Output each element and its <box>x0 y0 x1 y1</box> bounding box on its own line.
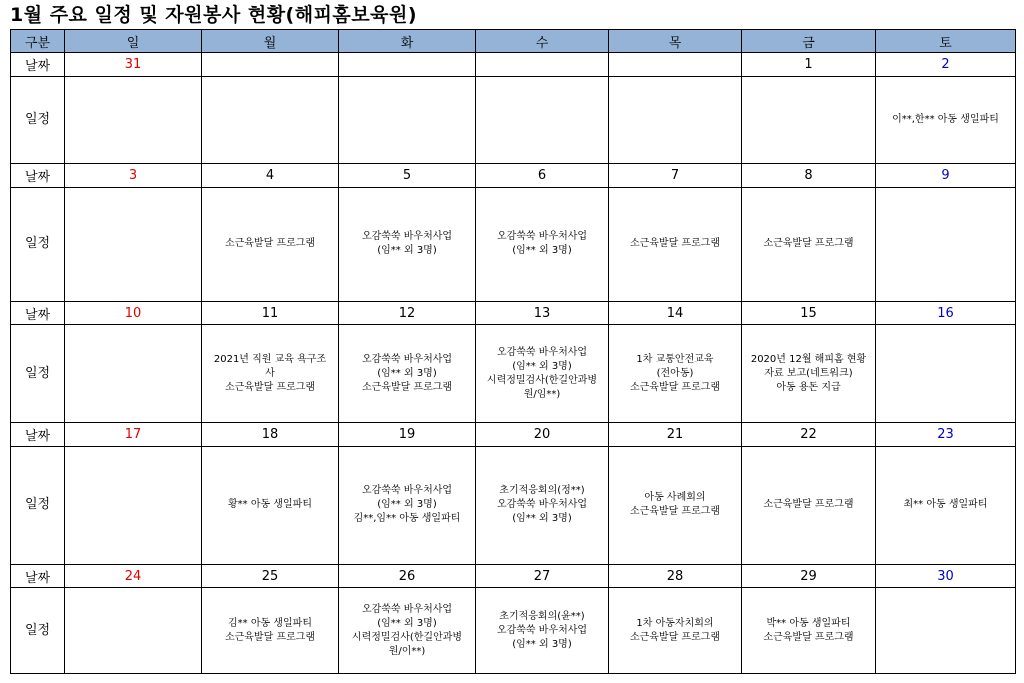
date-cell-fri: 29 <box>742 564 876 587</box>
date-cell-sat: 9 <box>876 164 1016 187</box>
schedule-cell-mon: 소근육발달 프로그램 <box>202 187 339 301</box>
date-cell-thu: 7 <box>609 164 742 187</box>
date-row-label: 날짜 <box>11 302 65 325</box>
schedule-row-label: 일정 <box>11 187 65 301</box>
schedule-row <box>11 588 1016 674</box>
schedule-cell-tue: 오감쑥쑥 바우처사업 (임** 외 3명) 소근육발달 프로그램 <box>339 325 476 423</box>
page-title: 1월 주요 일정 및 자원봉사 현황(해피홈보육원) <box>10 4 418 26</box>
date-row <box>11 564 1016 587</box>
date-cell-sun: 17 <box>65 423 202 446</box>
date-cell-tue: 19 <box>339 423 476 446</box>
schedule-row-label: 일정 <box>11 446 65 564</box>
date-cell-sat: 2 <box>876 53 1016 76</box>
date-cell-thu: 14 <box>609 302 742 325</box>
schedule-cell-fri: 2020년 12월 해피홈 현황 자료 보고(네트워크) 아동 용돈 지급 <box>742 325 876 423</box>
header-day-sun: 일 <box>65 30 202 53</box>
schedule-cell-wed: 오감쑥쑥 바우처사업 (임** 외 3명) <box>476 187 609 301</box>
date-cell-thu: 28 <box>609 564 742 587</box>
schedule-cell-sun <box>65 187 202 301</box>
date-cell-sun: 3 <box>65 164 202 187</box>
date-cell-fri: 22 <box>742 423 876 446</box>
date-row-label: 날짜 <box>11 53 65 76</box>
date-row <box>11 423 1016 446</box>
schedule-cell-fri: 소근육발달 프로그램 <box>742 446 876 564</box>
date-cell-sun: 24 <box>65 564 202 587</box>
date-cell-thu <box>609 53 742 76</box>
date-row-label: 날짜 <box>11 164 65 187</box>
date-cell-fri: 8 <box>742 164 876 187</box>
schedule-cell-sat <box>876 187 1016 301</box>
header-category: 구분 <box>11 30 65 53</box>
schedule-cell-fri <box>742 76 876 164</box>
schedule-cell-mon: 2021년 직원 교육 욕구조 사 소근육발달 프로그램 <box>202 325 339 423</box>
date-cell-fri: 1 <box>742 53 876 76</box>
schedule-cell-tue <box>339 76 476 164</box>
date-cell-mon: 18 <box>202 423 339 446</box>
date-row <box>11 164 1016 187</box>
schedule-row-label: 일정 <box>11 325 65 423</box>
schedule-cell-wed: 초기적응회의(정**) 오감쑥쑥 바우처사업 (임** 외 3명) <box>476 446 609 564</box>
date-cell-mon: 25 <box>202 564 339 587</box>
date-cell-tue: 5 <box>339 164 476 187</box>
schedule-cell-sun <box>65 325 202 423</box>
date-cell-wed: 20 <box>476 423 609 446</box>
schedule-cell-sun <box>65 588 202 674</box>
date-row <box>11 302 1016 325</box>
schedule-row <box>11 76 1016 164</box>
schedule-cell-thu: 소근육발달 프로그램 <box>609 187 742 301</box>
header-day-mon: 월 <box>202 30 339 53</box>
schedule-cell-thu: 1차 아동자치회의 소근육발달 프로그램 <box>609 588 742 674</box>
date-cell-wed <box>476 53 609 76</box>
header-day-sat: 토 <box>876 30 1016 53</box>
header-day-tue: 화 <box>339 30 476 53</box>
date-cell-tue <box>339 53 476 76</box>
date-cell-fri: 15 <box>742 302 876 325</box>
schedule-row <box>11 187 1016 301</box>
schedule-cell-fri: 박** 아동 생일파티 소근육발달 프로그램 <box>742 588 876 674</box>
date-cell-tue: 12 <box>339 302 476 325</box>
schedule-cell-fri: 소근육발달 프로그램 <box>742 187 876 301</box>
schedule-cell-tue: 오감쑥쑥 바우처사업 (임** 외 3명) 시력정밀검사(한길안과병 원/이**) <box>339 588 476 674</box>
schedule-row-label: 일정 <box>11 588 65 674</box>
schedule-cell-thu: 아동 사례회의 소근육발달 프로그램 <box>609 446 742 564</box>
date-row-label: 날짜 <box>11 423 65 446</box>
schedule-row <box>11 325 1016 423</box>
schedule-row <box>11 446 1016 564</box>
schedule-cell-thu: 1차 교통안전교육 (전아동) 소근육발달 프로그램 <box>609 325 742 423</box>
date-cell-sun: 10 <box>65 302 202 325</box>
date-cell-sun: 31 <box>65 53 202 76</box>
schedule-cell-thu <box>609 76 742 164</box>
schedule-cell-sat <box>876 325 1016 423</box>
schedule-row-label: 일정 <box>11 76 65 164</box>
schedule-cell-sun <box>65 76 202 164</box>
date-row-label: 날짜 <box>11 564 65 587</box>
calendar-table <box>10 29 1016 674</box>
header-day-thu: 목 <box>609 30 742 53</box>
schedule-cell-wed <box>476 76 609 164</box>
schedule-cell-mon <box>202 76 339 164</box>
schedule-cell-tue: 오감쑥쑥 바우처사업 (임** 외 3명) <box>339 187 476 301</box>
date-cell-thu: 21 <box>609 423 742 446</box>
schedule-cell-wed: 초기적응회의(윤**) 오감쑥쑥 바우처사업 (임** 외 3명) <box>476 588 609 674</box>
date-cell-tue: 26 <box>339 564 476 587</box>
schedule-cell-tue: 오감쑥쑥 바우처사업 (임** 외 3명) 김**,임** 아동 생일파티 <box>339 446 476 564</box>
date-cell-wed: 6 <box>476 164 609 187</box>
schedule-cell-sat <box>876 588 1016 674</box>
date-cell-mon: 11 <box>202 302 339 325</box>
date-cell-sat: 23 <box>876 423 1016 446</box>
date-cell-wed: 27 <box>476 564 609 587</box>
date-cell-sat: 30 <box>876 564 1016 587</box>
header-day-fri: 금 <box>742 30 876 53</box>
date-cell-wed: 13 <box>476 302 609 325</box>
header-row <box>11 30 1016 53</box>
schedule-cell-mon: 김** 아동 생일파티 소근육발달 프로그램 <box>202 588 339 674</box>
schedule-cell-wed: 오감쑥쑥 바우처사업 (임** 외 3명) 시력정밀검사(한길안과병 원/임**) <box>476 325 609 423</box>
schedule-cell-sat: 이**,한** 아동 생일파티 <box>876 76 1016 164</box>
date-cell-mon <box>202 53 339 76</box>
schedule-cell-sun <box>65 446 202 564</box>
date-row <box>11 53 1016 76</box>
schedule-cell-mon: 황** 아동 생일파티 <box>202 446 339 564</box>
header-day-wed: 수 <box>476 30 609 53</box>
date-cell-mon: 4 <box>202 164 339 187</box>
date-cell-sat: 16 <box>876 302 1016 325</box>
schedule-cell-sat: 최** 아동 생일파티 <box>876 446 1016 564</box>
